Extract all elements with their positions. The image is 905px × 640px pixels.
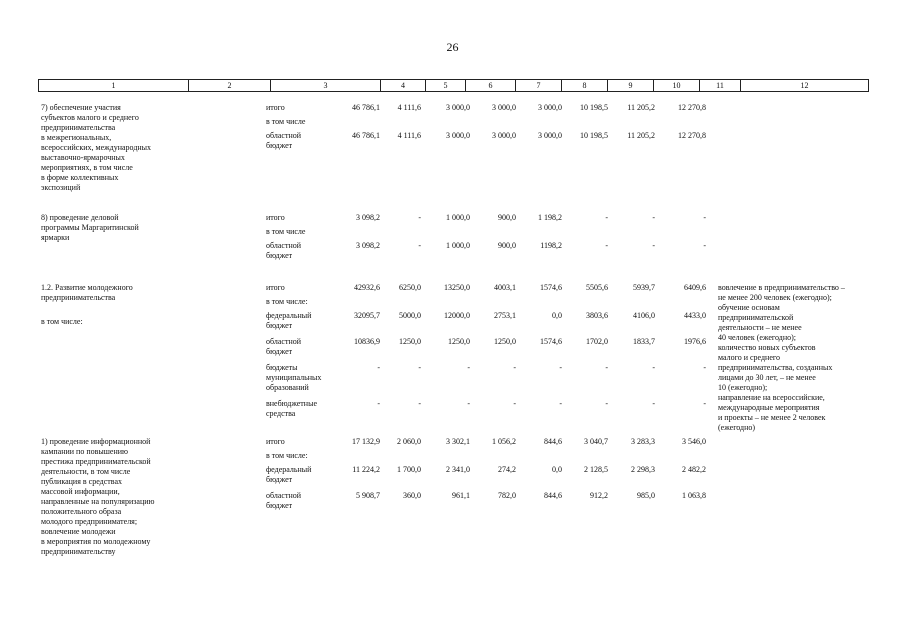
row-description-line: в мероприятия по молодежному [41,537,151,546]
table-cell-value: - [605,241,608,250]
table-cell-value: 1976,6 [684,337,706,346]
table-cell-value: 985,0 [637,491,655,500]
table-cell-value: 844,6 [544,491,562,500]
table-cell-value: 12 270,8 [678,131,706,140]
row-description-line: предпринимательства [41,123,116,132]
table-cell-value: - [652,213,655,222]
column-header: 8 [562,80,608,92]
table-cell-value: 1250,0 [399,337,421,346]
table-cell-value: 10836,9 [354,337,380,346]
table-cell-value: 12 270,8 [678,103,706,112]
table-cell-value: 1 700,0 [397,465,421,474]
result-indicator-line: предпринимательства, созданных [718,363,833,372]
funding-source-label: итого [266,103,285,112]
table-cell-value: 360,0 [403,491,421,500]
result-indicator-line: количество новых субъектов [718,343,816,352]
table-cell-value: 2 060,0 [397,437,421,446]
page-number: 26 [446,40,459,54]
result-indicator-line: 40 человек (ежегодно); [718,333,797,342]
column-header-row [38,79,869,92]
table-cell-value: 4106,0 [633,311,655,320]
result-indicator-line: вовлечение в предпринимательство – [718,283,845,292]
result-indicator-line: (ежегодно) [718,423,756,432]
result-indicator-line: не менее 200 человек (ежегодно); [718,293,832,302]
table-cell-value: - [703,363,706,372]
table-cell-value: 6409,6 [684,283,706,292]
row-description-line: всероссийских, международных [41,143,152,152]
table-cell-value: - [418,213,421,222]
funding-source-label: федеральный бюджет [266,311,312,330]
table-cell-value: 3 546,0 [682,437,706,446]
table-cell-value: 10 198,5 [580,131,608,140]
table-cell-value: 1574,6 [540,337,562,346]
table-cell-value: - [703,241,706,250]
table-cell-value: 3 000,0 [492,103,516,112]
row-description-line: 8) проведение деловой [41,213,119,222]
table-cell-value: 3 000,0 [538,131,562,140]
row-description-line: кампании по повышению [41,447,129,456]
table-cell-value: 3 302,1 [446,437,470,446]
row-description-line: программы Маргаритинской [41,223,139,232]
table-cell-value: 42932,6 [354,283,380,292]
funding-source-label: итого [266,213,285,222]
table-cell-value: 3 098,2 [356,213,380,222]
table-cell-value: 1574,6 [540,283,562,292]
table-cell-value: 5 908,7 [356,491,380,500]
table-cell-value: - [652,399,655,408]
funding-source-label: в том числе: [266,297,308,306]
table-cell-value: 1 198,2 [538,213,562,222]
table-cell-value: - [377,363,380,372]
table-cell-value: - [652,363,655,372]
table-cell-value: - [467,399,470,408]
row-description-line: массовой информации, [41,487,120,496]
table-cell-value: 4 111,6 [397,131,421,140]
table-cell-value: 1250,0 [448,337,470,346]
table-cell-value: 11 224,2 [352,465,380,474]
table-cell-value: 3 040,7 [584,437,608,446]
column-header: 9 [608,80,654,92]
column-header: 7 [516,80,562,92]
column-header: 4 [381,80,426,92]
funding-source-label: в том числе [266,117,306,126]
funding-source-label: федеральный бюджет [266,465,312,484]
column-header: 3 [271,80,381,92]
table-cell-value: 1 000,0 [446,241,470,250]
funding-source-label: внебюджетные средства [266,399,317,418]
result-indicator-line: направление на всероссийские, [718,393,825,402]
table-cell-value: 900,0 [498,213,516,222]
table-cell-value: 0,0 [552,465,562,474]
funding-source-label: итого [266,437,285,446]
column-header: 1 [39,80,189,92]
funding-source-label: в том числе: [266,451,308,460]
table-cell-value: - [467,363,470,372]
table-cell-value: 2 341,0 [446,465,470,474]
table-cell-value: 11 205,2 [627,131,655,140]
table-cell-value: - [418,399,421,408]
table-cell-value: - [513,399,516,408]
table-cell-value: 2 298,3 [631,465,655,474]
table-cell-value: 3 000,0 [446,131,470,140]
funding-source-label: бюджеты муниципальных образований [266,363,322,392]
row-description-line: престижа предпринимательской [41,457,151,466]
row-description-line: предпринимательства [41,293,116,302]
table-cell-value: 3 283,3 [631,437,655,446]
column-header: 12 [741,80,869,92]
table-cell-value: 1702,0 [586,337,608,346]
table-cell-value: 3 000,0 [538,103,562,112]
result-indicator-line: международные мероприятия [718,403,820,412]
table-cell-value: 782,0 [498,491,516,500]
result-indicator-line: предпринимательской [718,313,794,322]
table-cell-value: - [559,399,562,408]
table-cell-value: 900,0 [498,241,516,250]
funding-source-label: областной бюджет [266,337,302,356]
column-header: 5 [426,80,466,92]
row-description-line: предпринимательству [41,547,116,556]
row-description-line: деятельности, в том числе [41,467,131,476]
column-header: 11 [700,80,741,92]
result-indicator-line: 10 (ежегодно); [718,383,768,392]
row-description-line: в межрегиональных, [41,133,112,142]
table-cell-value: 1 000,0 [446,213,470,222]
table-cell-value: 4433,0 [684,311,706,320]
table-cell-value: - [605,213,608,222]
row-description-line: выставочно-ярмарочных [41,153,125,162]
funding-source-label: областной бюджет [266,241,302,260]
table-cell-value: 844,6 [544,437,562,446]
table-cell-value: 3 098,2 [356,241,380,250]
row-description-line: в форме коллективных [41,173,119,182]
table-cell-value: - [377,399,380,408]
row-subtitle: в том числе: [41,317,83,326]
table-cell-value: 2753,1 [494,311,516,320]
table-cell-value: - [418,363,421,372]
table-cell-value: - [605,363,608,372]
row-description-line: мероприятиях, в том числе [41,163,133,172]
table-cell-value: 17 132,9 [352,437,380,446]
table-cell-value: 3 000,0 [446,103,470,112]
column-header: 2 [189,80,271,92]
table-cell-value: - [652,241,655,250]
table-cell-value: - [703,213,706,222]
table-cell-value: 1833,7 [633,337,655,346]
row-description-line: 1) проведение информационной [41,437,151,446]
table-cell-value: - [418,241,421,250]
table-cell-value: - [513,363,516,372]
table-cell-value: 1 063,8 [682,491,706,500]
result-indicator-line: лицами до 30 лет, – не менее [718,373,816,382]
row-description-line: 7) обеспечение участия [41,103,121,112]
table-cell-value: 46 786,1 [352,131,380,140]
result-indicator-line: деятельности – не менее [718,323,802,332]
table-cell-value: 6250,0 [399,283,421,292]
table-cell-value: - [605,399,608,408]
table-cell-value: 11 205,2 [627,103,655,112]
funding-source-label: областной бюджет [266,491,302,510]
row-description-line: положительного образа [41,507,122,516]
table-cell-value: 912,2 [590,491,608,500]
table-cell-value: 32095,7 [354,311,380,320]
table-cell-value: 46 786,1 [352,103,380,112]
row-description-line: 1.2. Развитие молодежного [41,283,133,292]
table-cell-value: - [703,399,706,408]
table-cell-value: 1 056,2 [492,437,516,446]
table-cell-value: 12000,0 [444,311,470,320]
row-description-line: экспозиций [41,183,81,192]
table-cell-value: 4 111,6 [397,103,421,112]
table-cell-value: 13250,0 [444,283,470,292]
table-cell-value: 5000,0 [399,311,421,320]
column-header: 6 [466,80,516,92]
table-cell-value: 1198,2 [540,241,562,250]
table-cell-value: 961,1 [452,491,470,500]
result-indicator-line: малого и среднего [718,353,780,362]
result-indicator-line: и проекты – не менее 2 человек [718,413,826,422]
row-description-line: молодого предпринимателя; [41,517,138,526]
row-description-line: вовлечение молодежи [41,527,116,536]
table-cell-value: 4003,1 [494,283,516,292]
funding-source-label: в том числе [266,227,306,236]
row-description-line: направленные на популяризацию [41,497,155,506]
table-cell-value: 3803,6 [586,311,608,320]
row-description-line: субъектов малого и среднего [41,113,139,122]
table-cell-value: 2 128,5 [584,465,608,474]
funding-source-label: итого [266,283,285,292]
table-cell-value: - [559,363,562,372]
table-cell-value: 1250,0 [494,337,516,346]
table-cell-value: 5505,6 [586,283,608,292]
table-cell-value: 274,2 [498,465,516,474]
table-cell-value: 0,0 [552,311,562,320]
row-description-line: ярмарки [41,233,70,242]
table-cell-value: 5939,7 [633,283,655,292]
row-description-line: публикация в средствах [41,477,122,486]
table-cell-value: 3 000,0 [492,131,516,140]
table-cell-value: 2 482,2 [682,465,706,474]
result-indicator-line: обучение основам [718,303,780,312]
table-cell-value: 10 198,5 [580,103,608,112]
funding-source-label: областной бюджет [266,131,302,150]
column-header: 10 [654,80,700,92]
